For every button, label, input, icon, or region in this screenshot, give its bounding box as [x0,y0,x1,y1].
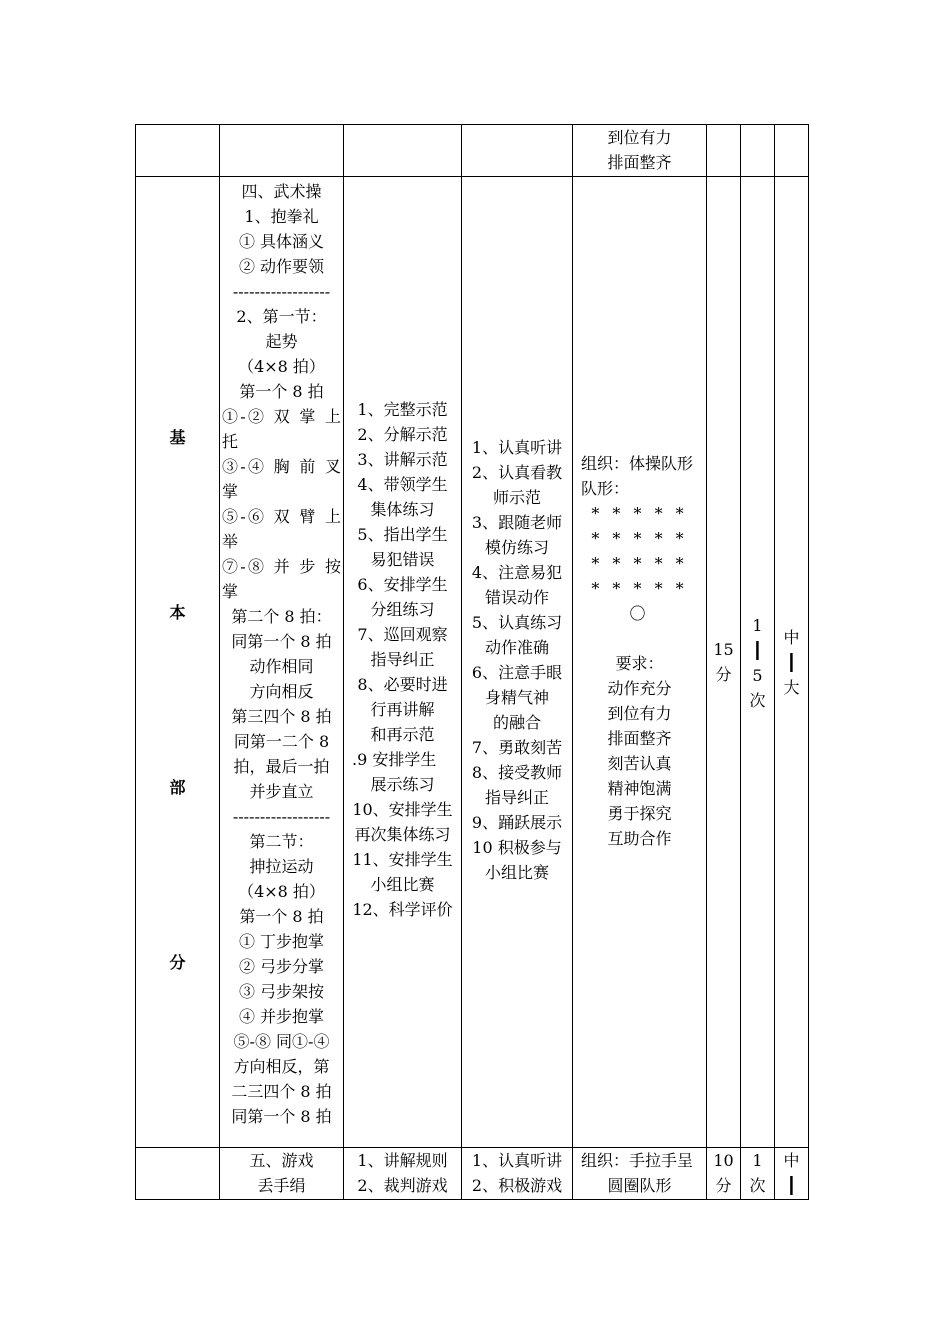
content-line: 掌 [222,582,239,601]
content-line: 1、抱拳礼 [244,207,319,226]
text-line: 排面整齐 [607,153,672,172]
intensity-separator: ┃ [786,1176,797,1195]
teacher-line: 展示练习 [370,775,435,794]
teacher-line: 再次集体练习 [354,825,451,844]
cell-student-game [462,1148,573,1200]
teacher-line: .9 安排学生 [352,750,437,769]
student-line: 1、认真听讲 [471,438,563,457]
teacher-line: 指导纠正 [370,650,435,669]
student-line: 身精气神 [484,688,549,707]
formation-row: * * * * * [591,579,688,598]
content-line: ① 具体涵义 [238,232,325,251]
divider-line: ------------------ [232,282,331,301]
student-line: 5、认真练习 [471,613,563,632]
times-value: 1 [752,1151,763,1170]
time-unit: 分 [715,665,732,684]
cell-content-game [220,1148,344,1200]
content-line: 第三四个 8 拍 [231,707,332,726]
cell-part-label [136,177,220,1148]
teacher-line: 分组练习 [370,600,435,619]
teacher-position-mark: 〇 [629,604,650,623]
cell-organization [573,177,707,1148]
table-row-game [136,1148,809,1200]
requirement-line: 动作充分 [607,679,672,698]
content-line: 丢手绢 [257,1176,306,1195]
cell-student-top [462,125,573,177]
teacher-line: 5、指出学生 [357,525,448,544]
cell-intensity-top [775,125,809,177]
cell-time-game [707,1148,741,1200]
student-line: 9、踊跃展示 [471,813,563,832]
cell-teacher-top [344,125,462,177]
content-line: 五、游戏 [249,1151,314,1170]
content-line: 方向相反 [249,682,314,701]
content-line: 并步直立 [249,782,314,801]
content-line: （4×8 拍） [238,357,325,376]
formation-diagram [575,501,704,626]
content-line: ⑤-⑥ 双 臂 上 [222,507,341,526]
content-line: 动作相同 [249,657,314,676]
content-line: ⑤-⑧ 同①-④ [233,1032,330,1051]
part-label-char: 分 [169,953,186,972]
content-line: ⑦-⑧ 并 步 按 [222,557,341,576]
teacher-line: 11、安排学生 [352,850,453,869]
cell-organization-top [573,125,707,177]
student-line: 的融合 [492,713,541,732]
organization-subtitle: 队形： [581,479,630,498]
content-line: 第二个 8 拍： [231,607,332,626]
organization-line: 圆圈队形 [607,1176,672,1195]
cell-time [707,177,741,1148]
teacher-line: 2、分解示范 [357,425,448,444]
student-line: 模仿练习 [484,538,549,557]
content-line: 抻拉运动 [249,857,314,876]
content-line: 第一个 8 拍 [239,907,324,926]
time-value: 10 [713,1151,734,1170]
teacher-line: 3、讲解示范 [357,450,448,469]
student-line: 4、注意易犯 [471,563,563,582]
student-line: 动作准确 [484,638,549,657]
content-line: （4×8 拍） [238,882,325,901]
requirements-title: 要求： [615,654,664,673]
formation-row: * * * * * [591,554,688,573]
part-label-char: 本 [169,603,186,622]
cell-part-game [136,1148,220,1200]
content-line: ①-② 双 掌 上 [222,407,341,426]
cell-organization-game [573,1148,707,1200]
intensity-high: 大 [783,678,800,697]
student-line: 3、跟随老师 [471,513,563,532]
content-line: 拍，最后一拍 [233,757,330,776]
times-unit: 次 [749,1176,766,1195]
cell-content-wushu [220,177,344,1148]
content-line: 同第一个 8 拍 [231,632,332,651]
student-line: 10 积极参与 [472,838,562,857]
student-line: 1、认真听讲 [471,1151,563,1170]
organization-title: 组织：体操队形 [581,454,694,473]
teacher-line: 2、裁判游戏 [357,1176,448,1195]
requirement-line: 勇于探究 [607,804,672,823]
intensity-separator: ┃ [786,653,797,672]
cell-times [741,177,775,1148]
cell-intensity-game [775,1148,809,1200]
text-line: 到位有力 [607,128,672,147]
intensity-low: 中 [783,628,800,647]
teacher-line: 易犯错误 [370,550,435,569]
content-line: 二三四个 8 拍 [231,1082,332,1101]
content-line: 2、第一节： [236,307,327,326]
student-line: 8、接受教师 [471,763,563,782]
cell-content-top [220,125,344,177]
requirement-line: 精神饱满 [607,779,672,798]
student-line: 指导纠正 [484,788,549,807]
content-line: ③ 弓步架按 [238,982,325,1001]
teacher-line: 和再示范 [370,725,435,744]
student-line: 7、勇敢刻苦 [471,738,563,757]
teacher-line: 小组比赛 [370,875,435,894]
cell-times-top [741,125,775,177]
requirement-line: 排面整齐 [607,729,672,748]
teacher-line: 12、科学评价 [352,900,453,919]
table-row-main [136,177,809,1148]
cell-teacher-game [344,1148,462,1200]
intensity-low: 中 [783,1151,800,1170]
content-line: ① 丁步抱掌 [238,932,325,951]
student-line: 6、注意手眼 [471,663,563,682]
times-min: 1 [752,616,763,635]
table-row-top [136,125,809,177]
times-unit: 次 [749,691,766,710]
cell-intensity [775,177,809,1148]
requirement-line: 互助合作 [607,829,672,848]
content-line: 起势 [265,332,298,351]
content-line: 方向相反，第 [233,1057,330,1076]
teacher-line: 行再讲解 [370,700,435,719]
lesson-plan-table [135,124,809,1200]
content-line: 同第一二个 8 [233,732,330,751]
content-line: 四、武术操 [241,182,322,201]
cell-time-top [707,125,741,177]
teacher-line: 1、完整示范 [357,400,448,419]
content-line: 第二节： [249,832,314,851]
student-line: 2、积极游戏 [471,1176,563,1195]
requirement-line: 刻苦认真 [607,754,672,773]
content-line: 同第一个 8 拍 [231,1107,332,1126]
cell-teacher-activities [344,177,462,1148]
content-line: ② 动作要领 [238,257,325,276]
teacher-line: 6、安排学生 [357,575,448,594]
content-line: ② 弓步分掌 [238,957,325,976]
content-line: ④ 并步抱掌 [238,1007,325,1026]
time-unit: 分 [715,1176,732,1195]
content-line: 第一个 8 拍 [239,382,324,401]
teacher-line: 4、带领学生 [357,475,448,494]
cell-part-top [136,125,220,177]
divider-line: ------------------ [232,807,331,826]
teacher-line: 10、安排学生 [352,800,453,819]
part-label-char: 部 [169,778,186,797]
formation-row: * * * * * [591,529,688,548]
teacher-line: 7、巡回观察 [357,625,448,644]
organization-line: 组织：手拉手呈 [581,1151,694,1170]
content-line: 托 [222,432,239,451]
times-max: 5 [752,666,763,685]
content-line: 举 [222,532,239,551]
cell-times-game [741,1148,775,1200]
cell-student-activities [462,177,573,1148]
student-line: 2、认真看教 [471,463,563,482]
part-label-char: 基 [169,428,186,447]
student-line: 师示范 [492,488,541,507]
teacher-line: 集体练习 [370,500,435,519]
times-separator: ┃ [752,641,763,660]
formation-row: * * * * * [591,504,688,523]
student-line: 小组比赛 [484,863,549,882]
teacher-line: 8、必要时进 [357,675,448,694]
content-line: 掌 [222,482,239,501]
student-line: 错误动作 [484,588,549,607]
requirement-line: 到位有力 [607,704,672,723]
time-value: 15 [713,640,734,659]
content-line: ③-④ 胸 前 叉 [222,457,341,476]
teacher-line: 1、讲解规则 [357,1151,448,1170]
